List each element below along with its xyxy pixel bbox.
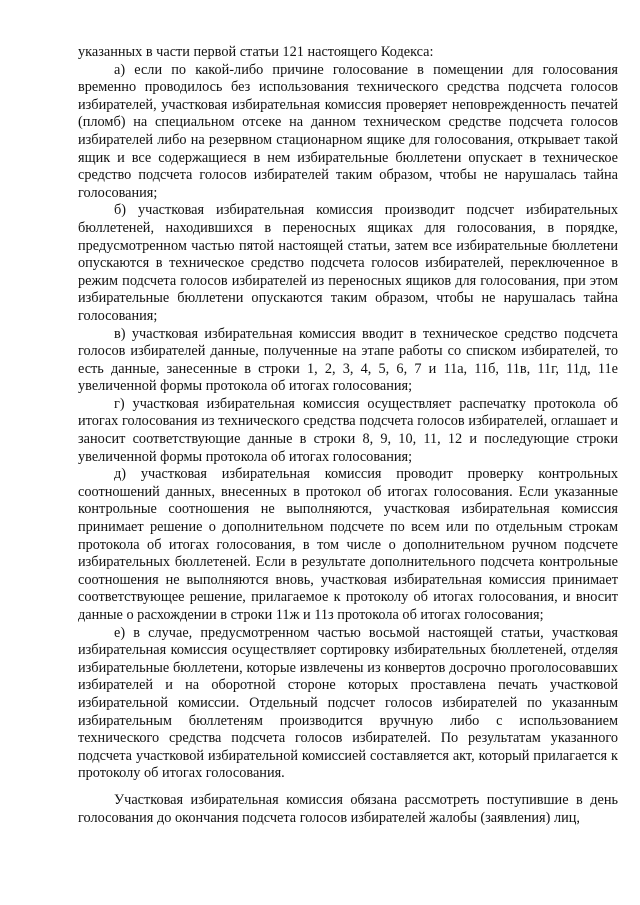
paragraph-intro: указанных в части первой статьи 121 настоящего Кодекса: [78, 44, 434, 60]
document-page [78, 44, 618, 827]
paragraph-closing: Участковая избирательная комиссия обязана рассмотреть поступившие в день голосования до окончания подсчета голосов избирателей жалобы (заявления) лиц, [78, 791, 618, 826]
paragraph-item-v: в) участковая избирательная комиссия вводит в техническое средство подсчета голосов избирателей данные, полученные на этапе работы со списком избирателей, то есть данные, занесенные в строки 1, 2, 3, 4, 5, 6, 7 и 11а, 11б, 11в, 11г, 11д, 11е увеличенной формы протокола об итогах голосования; [78, 325, 618, 395]
paragraph-item-b: б) участковая избирательная комиссия производит подсчет избирательных бюллетеней, находившихся в переносных ящиках для голосования, в порядке, предусмотренном частью пятой настоящей статьи, затем все избирательные бюллетени опускаются в техническое средство подсчета голосов избирателей, переключенное в режим подсчета голосов избирателей из переносных ящиков для голосования, при этом избирательные бюллетени опускаются таким образом, чтобы не нарушалась тайна голосования; [78, 202, 618, 324]
paragraph-item-a: а) если по какой-либо причине голосование в помещении для голосования временно проводилось без использования технического средства подсчета голосов избирателей, участковая избирательная комиссия проверяет неповрежденность печатей (пломб) на специальном отсеке на данном техническом средстве подсчета голосов избирателей либо на резервном стационарном ящике для голосования, открывает такой ящик и все содержащиеся в нем избирательные бюллетени опускает в техническое средство подсчета голосов избирателей таким образом, чтобы не нарушалась тайна голосования; [78, 61, 618, 201]
paragraph-item-d: д) участковая избирательная комиссия проводит проверку контрольных соотношений данных, внесенных в протокол об итогах голосования. Если указанные контрольные соотношения не выполняются, участковая избирательная комиссия принимает решение о дополнительном подсчете по всем или по отдельным строкам протокола об итогах голосования, в том числе о дополнительном ручном подсчете избирательных бюллетеней. Если в результате дополнительного подсчета контрольные соотношения не выполняются вновь, участковая избирательная комиссия принимает соответствующее решение, прилагаемое к протоколу об итогах голосования, и вносит данные о расхождении в строки 11ж и 11з протокола об итогах голосования; [78, 466, 618, 623]
paragraph-item-g: г) участковая избирательная комиссия осуществляет распечатку протокола об итогах голосования из технического средства подсчета голосов избирателей, оглашает и заносит соответствующие данные в строки 8, 9, 10, 11, 12 и последующие строки увеличенной формы протокола об итогах голосования; [78, 395, 618, 465]
paragraph-item-e: е) в случае, предусмотренном частью восьмой настоящей статьи, участковая избирательная комиссия осуществляет сортировку избирательных бюллетеней, отделяя избирательные бюллетени, которые извлечены из конвертов досрочно проголосовавших избирателей и на оборотной стороне которых проставлена печать участковой избирательной комиссии. Отдельный подсчет голосов избирателей по указанным избирательным бюллетеням производится вручную либо с использованием технического средства подсчета голосов избирателей. По результатам указанного подсчета участковой избирательной комиссией составляется акт, который прилагается к протоколу об итогах голосования. [78, 624, 618, 782]
